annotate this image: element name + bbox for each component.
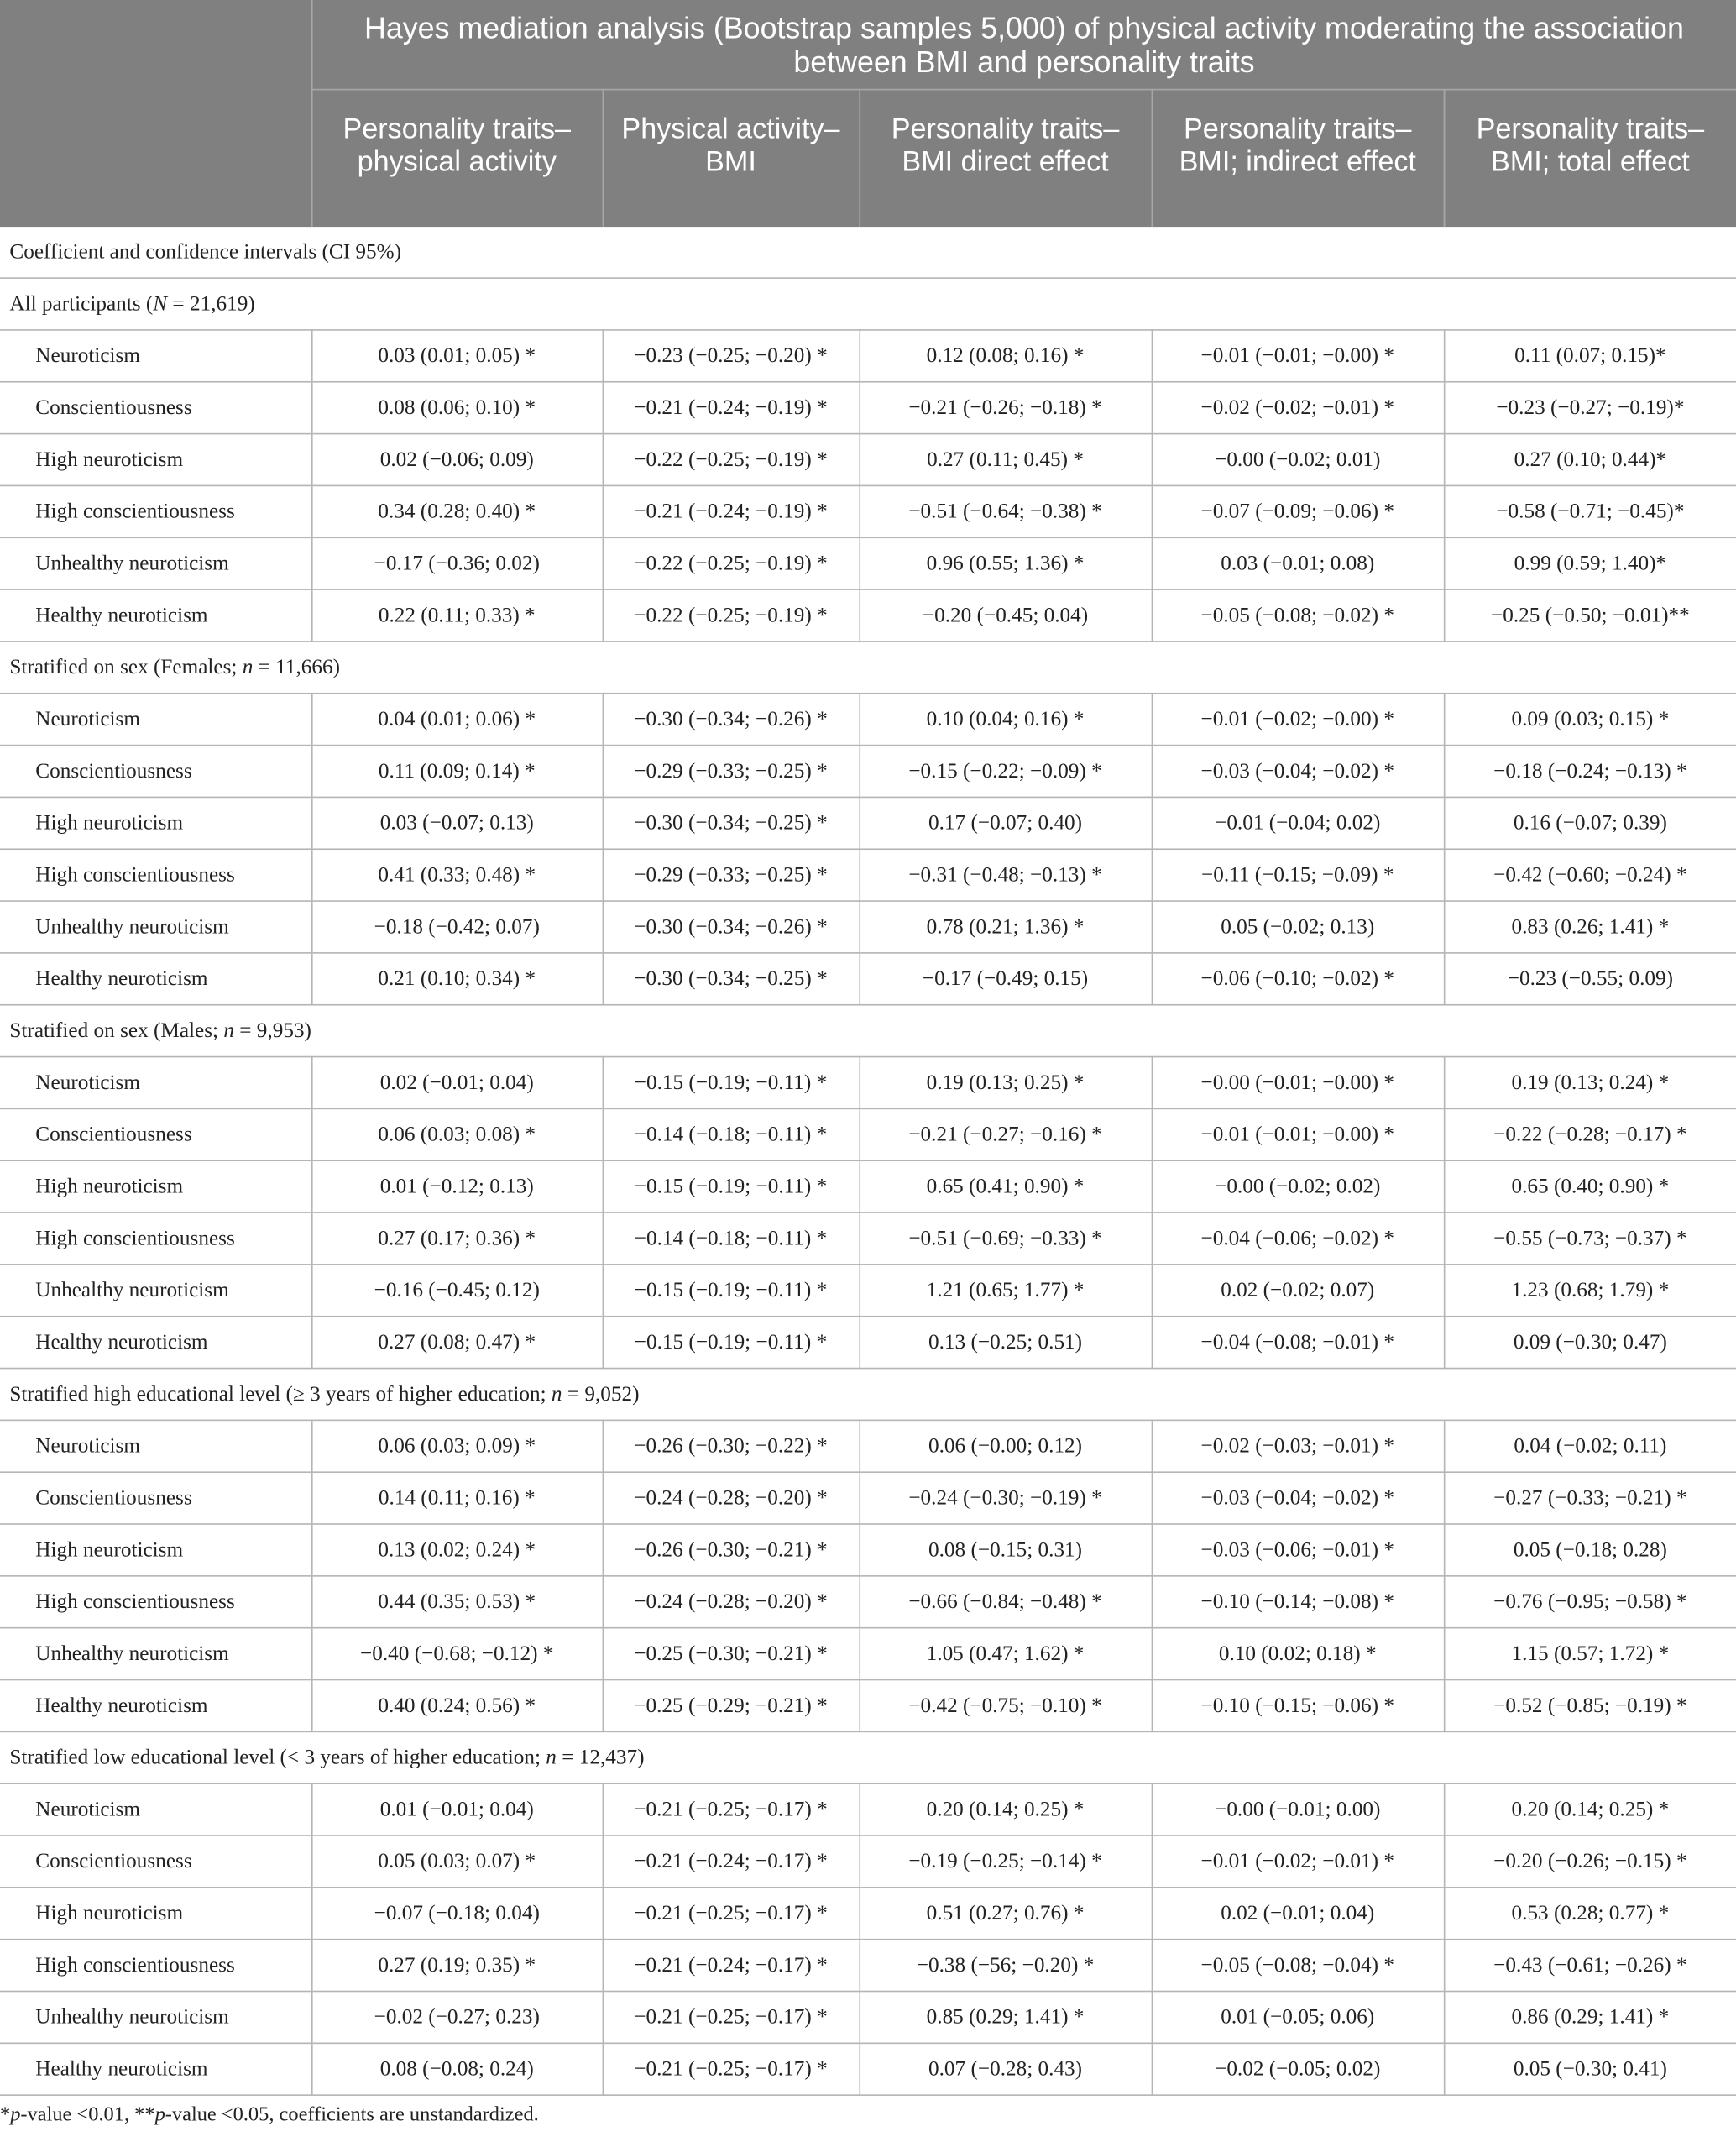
column-header-indirect-effect: Personality traits– BMI; indirect effect bbox=[1152, 90, 1444, 228]
cell-indirect-effect: −0.01 (−0.01; −0.00) * bbox=[1152, 330, 1444, 382]
cell-total-effect: −0.55 (−0.73; −0.37) * bbox=[1444, 1212, 1736, 1265]
section-title-sample-symbol: n bbox=[223, 1019, 234, 1042]
cell-total-effect: −0.43 (−0.61; −0.26) * bbox=[1444, 1940, 1736, 1992]
row-label: High conscientiousness bbox=[0, 849, 311, 901]
cell-indirect-effect: −0.04 (−0.08; −0.01) * bbox=[1152, 1317, 1444, 1369]
table-row bbox=[0, 1836, 1736, 1888]
cell-physical-activity-bmi: −0.21 (−0.24; −0.19) * bbox=[603, 382, 860, 434]
cell-direct-effect: −0.38 (−56; −0.20) * bbox=[859, 1940, 1151, 1992]
section-header-row bbox=[0, 642, 1736, 694]
cell-direct-effect: 0.27 (0.11; 0.45) * bbox=[859, 434, 1151, 486]
cell-traits-physical-activity: 0.01 (−0.01; 0.04) bbox=[311, 1783, 603, 1836]
cell-direct-effect: −0.24 (−0.30; −0.19) * bbox=[859, 1472, 1151, 1524]
cell-physical-activity-bmi: −0.21 (−0.24; −0.17) * bbox=[603, 1836, 860, 1888]
cell-direct-effect: −0.20 (−0.45; 0.04) bbox=[859, 589, 1151, 642]
cell-total-effect: 0.09 (−0.30; 0.47) bbox=[1444, 1317, 1736, 1369]
column-header-traits-physical-activity: Personality traits– physical activity bbox=[311, 90, 603, 228]
cell-physical-activity-bmi: −0.24 (−0.28; −0.20) * bbox=[603, 1576, 860, 1628]
cell-indirect-effect: −0.03 (−0.04; −0.02) * bbox=[1152, 1472, 1444, 1524]
row-label: High neuroticism bbox=[0, 797, 311, 849]
cell-total-effect: −0.23 (−0.27; −0.19)* bbox=[1444, 382, 1736, 434]
footnote-p-italic-1: p bbox=[10, 2103, 21, 2126]
cell-indirect-effect: −0.02 (−0.02; −0.01) * bbox=[1152, 382, 1444, 434]
cell-total-effect: 0.05 (−0.18; 0.28) bbox=[1444, 1524, 1736, 1576]
cell-direct-effect: −0.42 (−0.75; −0.10) * bbox=[859, 1680, 1151, 1732]
cell-indirect-effect: 0.02 (−0.01; 0.04) bbox=[1152, 1888, 1444, 1940]
cell-direct-effect: −0.21 (−0.26; −0.18) * bbox=[859, 382, 1151, 434]
cell-direct-effect: 0.13 (−0.25; 0.51) bbox=[859, 1317, 1151, 1369]
cell-traits-physical-activity: 0.41 (0.33; 0.48) * bbox=[311, 849, 603, 901]
cell-total-effect: −0.22 (−0.28; −0.17) * bbox=[1444, 1108, 1736, 1160]
cell-physical-activity-bmi: −0.21 (−0.25; −0.17) * bbox=[603, 2043, 860, 2095]
table-row bbox=[0, 589, 1736, 642]
cell-indirect-effect: −0.07 (−0.09; −0.06) * bbox=[1152, 485, 1444, 537]
cell-traits-physical-activity: −0.17 (−0.36; 0.02) bbox=[311, 537, 603, 589]
cell-physical-activity-bmi: −0.25 (−0.30; −0.21) * bbox=[603, 1628, 860, 1680]
cell-direct-effect: 0.20 (0.14; 0.25) * bbox=[859, 1783, 1151, 1836]
row-label: High conscientiousness bbox=[0, 485, 311, 537]
cell-direct-effect: −0.31 (−0.48; −0.13) * bbox=[859, 849, 1151, 901]
cell-traits-physical-activity: −0.40 (−0.68; −0.12) * bbox=[311, 1628, 603, 1680]
cell-physical-activity-bmi: −0.21 (−0.25; −0.17) * bbox=[603, 1783, 860, 1836]
table-row bbox=[0, 1991, 1736, 2043]
cell-indirect-effect: −0.02 (−0.03; −0.01) * bbox=[1152, 1420, 1444, 1472]
cell-traits-physical-activity: 0.01 (−0.12; 0.13) bbox=[311, 1160, 603, 1212]
table-row bbox=[0, 1472, 1736, 1524]
cell-indirect-effect: −0.10 (−0.15; −0.06) * bbox=[1152, 1680, 1444, 1732]
cell-total-effect: −0.42 (−0.60; −0.24) * bbox=[1444, 849, 1736, 901]
table-footnote bbox=[0, 2096, 1736, 2127]
row-label: Unhealthy neuroticism bbox=[0, 901, 311, 953]
cell-total-effect: −0.58 (−0.71; −0.45)* bbox=[1444, 485, 1736, 537]
cell-traits-physical-activity: 0.27 (0.08; 0.47) * bbox=[311, 1317, 603, 1369]
cell-traits-physical-activity: 0.03 (0.01; 0.05) * bbox=[311, 330, 603, 382]
cell-physical-activity-bmi: −0.26 (−0.30; −0.22) * bbox=[603, 1420, 860, 1472]
cell-indirect-effect: −0.01 (−0.01; −0.00) * bbox=[1152, 1108, 1444, 1160]
cell-traits-physical-activity: 0.44 (0.35; 0.53) * bbox=[311, 1576, 603, 1628]
table-row bbox=[0, 1576, 1736, 1628]
table-row bbox=[0, 485, 1736, 537]
cell-physical-activity-bmi: −0.15 (−0.19; −0.11) * bbox=[603, 1265, 860, 1317]
table-body bbox=[0, 227, 1736, 2095]
cell-direct-effect: 0.85 (0.29; 1.41) * bbox=[859, 1991, 1151, 2043]
cell-physical-activity-bmi: −0.15 (−0.19; −0.11) * bbox=[603, 1317, 860, 1369]
table-row bbox=[0, 1783, 1736, 1836]
cell-physical-activity-bmi: −0.23 (−0.25; −0.20) * bbox=[603, 330, 860, 382]
section-title-sample-symbol: n bbox=[551, 1381, 562, 1406]
cell-traits-physical-activity: 0.06 (0.03; 0.09) * bbox=[311, 1420, 603, 1472]
row-label: Conscientiousness bbox=[0, 1472, 311, 1524]
cell-total-effect: −0.23 (−0.55; 0.09) bbox=[1444, 953, 1736, 1005]
cell-direct-effect: 0.96 (0.55; 1.36) * bbox=[859, 537, 1151, 589]
cell-physical-activity-bmi: −0.15 (−0.19; −0.11) * bbox=[603, 1160, 860, 1212]
row-label: Healthy neuroticism bbox=[0, 1317, 311, 1369]
column-header-total-effect: Personality traits– BMI; total effect bbox=[1444, 90, 1736, 228]
cell-total-effect: 1.23 (0.68; 1.79) * bbox=[1444, 1265, 1736, 1317]
cell-traits-physical-activity: 0.11 (0.09; 0.14) * bbox=[311, 746, 603, 798]
cell-indirect-effect: −0.11 (−0.15; −0.09) * bbox=[1152, 849, 1444, 901]
cell-total-effect: 0.11 (0.07; 0.15)* bbox=[1444, 330, 1736, 382]
table-row bbox=[0, 1265, 1736, 1317]
section-title-sample-symbol: n bbox=[242, 655, 254, 678]
cell-physical-activity-bmi: −0.14 (−0.18; −0.11) * bbox=[603, 1212, 860, 1265]
section-title-sample-symbol: n bbox=[546, 1745, 557, 1769]
cell-indirect-effect: −0.01 (−0.02; −0.01) * bbox=[1152, 1836, 1444, 1888]
row-label: Healthy neuroticism bbox=[0, 2043, 311, 2095]
cell-indirect-effect: −0.10 (−0.14; −0.08) * bbox=[1152, 1576, 1444, 1628]
header-corner-cell bbox=[0, 0, 311, 227]
cell-direct-effect: 0.06 (−0.00; 0.12) bbox=[859, 1420, 1151, 1472]
row-label: High neuroticism bbox=[0, 434, 311, 486]
table-row bbox=[0, 1057, 1736, 1109]
table-row bbox=[0, 434, 1736, 486]
cell-total-effect: −0.76 (−0.95; −0.58) * bbox=[1444, 1576, 1736, 1628]
footnote-marker: * bbox=[0, 2103, 11, 2126]
section-title-text: Stratified low educational level (< 3 years of higher education; bbox=[9, 1745, 546, 1769]
cell-traits-physical-activity: 0.21 (0.10; 0.34) * bbox=[311, 953, 603, 1005]
cell-direct-effect: 0.12 (0.08; 0.16) * bbox=[859, 330, 1151, 382]
table-row bbox=[0, 1108, 1736, 1160]
cell-indirect-effect: −0.02 (−0.05; 0.02) bbox=[1152, 2043, 1444, 2095]
cell-physical-activity-bmi: −0.30 (−0.34; −0.26) * bbox=[603, 694, 860, 746]
row-label: High conscientiousness bbox=[0, 1940, 311, 1992]
row-label: Conscientiousness bbox=[0, 1108, 311, 1160]
cell-direct-effect: −0.17 (−0.49; 0.15) bbox=[859, 953, 1151, 1005]
section-title-text: Stratified high educational level (≥ 3 years of higher education; bbox=[9, 1381, 552, 1406]
cell-total-effect: −0.27 (−0.33; −0.21) * bbox=[1444, 1472, 1736, 1524]
row-label: High neuroticism bbox=[0, 1160, 311, 1212]
cell-traits-physical-activity: 0.03 (−0.07; 0.13) bbox=[311, 797, 603, 849]
table-row bbox=[0, 2043, 1736, 2095]
cell-physical-activity-bmi: −0.30 (−0.34; −0.25) * bbox=[603, 797, 860, 849]
cell-physical-activity-bmi: −0.22 (−0.25; −0.19) * bbox=[603, 434, 860, 486]
cell-traits-physical-activity: 0.02 (−0.01; 0.04) bbox=[311, 1057, 603, 1109]
cell-indirect-effect: 0.05 (−0.02; 0.13) bbox=[1152, 901, 1444, 953]
cell-direct-effect: 0.08 (−0.15; 0.31) bbox=[859, 1524, 1151, 1576]
cell-direct-effect: 0.07 (−0.28; 0.43) bbox=[859, 2043, 1151, 2095]
cell-traits-physical-activity: 0.02 (−0.06; 0.09) bbox=[311, 434, 603, 486]
cell-direct-effect: 1.05 (0.47; 1.62) * bbox=[859, 1628, 1151, 1680]
table-row bbox=[0, 1680, 1736, 1732]
cell-indirect-effect: −0.05 (−0.08; −0.04) * bbox=[1152, 1940, 1444, 1992]
cell-traits-physical-activity: 0.04 (0.01; 0.06) * bbox=[311, 694, 603, 746]
cell-traits-physical-activity: 0.13 (0.02; 0.24) * bbox=[311, 1524, 603, 1576]
cell-total-effect: 0.20 (0.14; 0.25) * bbox=[1444, 1783, 1736, 1836]
cell-total-effect: −0.52 (−0.85; −0.19) * bbox=[1444, 1680, 1736, 1732]
row-label: Unhealthy neuroticism bbox=[0, 1991, 311, 2043]
cell-traits-physical-activity: −0.02 (−0.27; 0.23) bbox=[311, 1991, 603, 2043]
intro-row-label: Coefficient and confidence intervals (CI 95%) bbox=[0, 227, 1736, 278]
column-header-physical-activity-bmi: Physical activity–BMI bbox=[603, 90, 860, 228]
cell-physical-activity-bmi: −0.21 (−0.24; −0.19) * bbox=[603, 485, 860, 537]
section-title bbox=[0, 278, 1736, 330]
cell-traits-physical-activity: 0.14 (0.11; 0.16) * bbox=[311, 1472, 603, 1524]
cell-indirect-effect: 0.01 (−0.05; 0.06) bbox=[1152, 1991, 1444, 2043]
row-label: Neuroticism bbox=[0, 330, 311, 382]
cell-total-effect: 0.27 (0.10; 0.44)* bbox=[1444, 434, 1736, 486]
table-row bbox=[0, 746, 1736, 798]
cell-indirect-effect: −0.04 (−0.06; −0.02) * bbox=[1152, 1212, 1444, 1265]
table-row bbox=[0, 797, 1736, 849]
cell-traits-physical-activity: −0.18 (−0.42; 0.07) bbox=[311, 901, 603, 953]
table-row bbox=[0, 537, 1736, 589]
cell-direct-effect: −0.21 (−0.27; −0.16) * bbox=[859, 1108, 1151, 1160]
section-header-row bbox=[0, 1731, 1736, 1783]
footnote-text-1: -value <0.01, ** bbox=[20, 2103, 155, 2126]
row-label: High conscientiousness bbox=[0, 1576, 311, 1628]
row-label: Neuroticism bbox=[0, 1057, 311, 1109]
table-row bbox=[0, 382, 1736, 434]
cell-indirect-effect: 0.10 (0.02; 0.18) * bbox=[1152, 1628, 1444, 1680]
row-label: Neuroticism bbox=[0, 694, 311, 746]
cell-indirect-effect: −0.05 (−0.08; −0.02) * bbox=[1152, 589, 1444, 642]
table-row bbox=[0, 1212, 1736, 1265]
cell-direct-effect: 0.10 (0.04; 0.16) * bbox=[859, 694, 1151, 746]
cell-indirect-effect: −0.06 (−0.10; −0.02) * bbox=[1152, 953, 1444, 1005]
table-row bbox=[0, 1317, 1736, 1369]
column-header-direct-effect: Personality traits– BMI direct effect bbox=[859, 90, 1151, 228]
cell-direct-effect: 0.19 (0.13; 0.25) * bbox=[859, 1057, 1151, 1109]
cell-physical-activity-bmi: −0.29 (−0.33; −0.25) * bbox=[603, 746, 860, 798]
row-label: Conscientiousness bbox=[0, 1836, 311, 1888]
row-label: Conscientiousness bbox=[0, 382, 311, 434]
row-label: Conscientiousness bbox=[0, 746, 311, 798]
cell-direct-effect: 0.78 (0.21; 1.36) * bbox=[859, 901, 1151, 953]
cell-indirect-effect: −0.00 (−0.02; 0.02) bbox=[1152, 1160, 1444, 1212]
cell-total-effect: 0.04 (−0.02; 0.11) bbox=[1444, 1420, 1736, 1472]
cell-physical-activity-bmi: −0.21 (−0.24; −0.17) * bbox=[603, 1940, 860, 1992]
table-title: Hayes mediation analysis (Bootstrap samples 5,000) of physical activity moderating the association between BMI and personality traits bbox=[311, 0, 1736, 90]
row-label: Healthy neuroticism bbox=[0, 589, 311, 642]
cell-direct-effect: 0.65 (0.41; 0.90) * bbox=[859, 1160, 1151, 1212]
section-title bbox=[0, 1005, 1736, 1057]
cell-total-effect: 0.83 (0.26; 1.41) * bbox=[1444, 901, 1736, 953]
cell-indirect-effect: −0.01 (−0.04; 0.02) bbox=[1152, 797, 1444, 849]
table-row bbox=[0, 694, 1736, 746]
cell-traits-physical-activity: 0.06 (0.03; 0.08) * bbox=[311, 1108, 603, 1160]
cell-indirect-effect: −0.00 (−0.01; −0.00) * bbox=[1152, 1057, 1444, 1109]
cell-indirect-effect: −0.03 (−0.04; −0.02) * bbox=[1152, 746, 1444, 798]
section-title-count: = 9,953) bbox=[233, 1019, 311, 1042]
section-header-row bbox=[0, 278, 1736, 330]
cell-total-effect: 0.05 (−0.30; 0.41) bbox=[1444, 2043, 1736, 2095]
cell-total-effect: 1.15 (0.57; 1.72) * bbox=[1444, 1628, 1736, 1680]
cell-traits-physical-activity: 0.40 (0.24; 0.56) * bbox=[311, 1680, 603, 1732]
table-row bbox=[0, 953, 1736, 1005]
cell-physical-activity-bmi: −0.22 (−0.25; −0.19) * bbox=[603, 589, 860, 642]
section-title bbox=[0, 642, 1736, 694]
section-header-row bbox=[0, 1005, 1736, 1057]
row-label: Unhealthy neuroticism bbox=[0, 1265, 311, 1317]
row-label: Healthy neuroticism bbox=[0, 953, 311, 1005]
section-title bbox=[0, 1731, 1736, 1783]
row-label: Unhealthy neuroticism bbox=[0, 1628, 311, 1680]
row-label: High neuroticism bbox=[0, 1524, 311, 1576]
cell-traits-physical-activity: −0.16 (−0.45; 0.12) bbox=[311, 1265, 603, 1317]
cell-indirect-effect: −0.00 (−0.01; 0.00) bbox=[1152, 1783, 1444, 1836]
cell-total-effect: 0.86 (0.29; 1.41) * bbox=[1444, 1991, 1736, 2043]
table-row bbox=[0, 1940, 1736, 1992]
cell-physical-activity-bmi: −0.14 (−0.18; −0.11) * bbox=[603, 1108, 860, 1160]
table-row bbox=[0, 1160, 1736, 1212]
section-title-count: = 21,619) bbox=[167, 291, 255, 316]
cell-physical-activity-bmi: −0.26 (−0.30; −0.21) * bbox=[603, 1524, 860, 1576]
section-title-count: = 9,052) bbox=[562, 1381, 640, 1406]
table-header bbox=[0, 0, 1736, 227]
section-header-row bbox=[0, 1369, 1736, 1421]
cell-physical-activity-bmi: −0.15 (−0.19; −0.11) * bbox=[603, 1057, 860, 1109]
cell-traits-physical-activity: 0.08 (0.06; 0.10) * bbox=[311, 382, 603, 434]
section-title-text: Stratified on sex (Females; bbox=[9, 655, 243, 678]
cell-total-effect: −0.25 (−0.50; −0.01)** bbox=[1444, 589, 1736, 642]
section-title-count: = 11,666) bbox=[253, 655, 341, 678]
cell-direct-effect: −0.51 (−0.69; −0.33) * bbox=[859, 1212, 1151, 1265]
section-title-count: = 12,437) bbox=[556, 1745, 645, 1769]
cell-direct-effect: 0.51 (0.27; 0.76) * bbox=[859, 1888, 1151, 1940]
cell-direct-effect: −0.66 (−0.84; −0.48) * bbox=[859, 1576, 1151, 1628]
row-label: Neuroticism bbox=[0, 1420, 311, 1472]
cell-direct-effect: −0.19 (−0.25; −0.14) * bbox=[859, 1836, 1151, 1888]
cell-traits-physical-activity: 0.05 (0.03; 0.07) * bbox=[311, 1836, 603, 1888]
table-row bbox=[0, 1524, 1736, 1576]
section-title-text: Stratified on sex (Males; bbox=[9, 1019, 224, 1042]
cell-physical-activity-bmi: −0.30 (−0.34; −0.26) * bbox=[603, 901, 860, 953]
cell-total-effect: 0.19 (0.13; 0.24) * bbox=[1444, 1057, 1736, 1109]
section-title-text: All participants ( bbox=[9, 291, 154, 316]
cell-traits-physical-activity: 0.27 (0.17; 0.36) * bbox=[311, 1212, 603, 1265]
cell-total-effect: 0.09 (0.03; 0.15) * bbox=[1444, 694, 1736, 746]
cell-physical-activity-bmi: −0.24 (−0.28; −0.20) * bbox=[603, 1472, 860, 1524]
footnote-text-2: -value <0.05, coefficients are unstandardized. bbox=[165, 2103, 539, 2126]
cell-total-effect: 0.99 (0.59; 1.40)* bbox=[1444, 537, 1736, 589]
cell-direct-effect: 1.21 (0.65; 1.77) * bbox=[859, 1265, 1151, 1317]
cell-traits-physical-activity: 0.34 (0.28; 0.40) * bbox=[311, 485, 603, 537]
table-row bbox=[0, 849, 1736, 901]
section-title bbox=[0, 1369, 1736, 1421]
row-label: Unhealthy neuroticism bbox=[0, 537, 311, 589]
cell-physical-activity-bmi: −0.22 (−0.25; −0.19) * bbox=[603, 537, 860, 589]
cell-physical-activity-bmi: −0.21 (−0.25; −0.17) * bbox=[603, 1991, 860, 2043]
intro-row bbox=[0, 227, 1736, 278]
cell-traits-physical-activity: 0.27 (0.19; 0.35) * bbox=[311, 1940, 603, 1992]
section-title-sample-symbol: N bbox=[153, 291, 168, 316]
cell-physical-activity-bmi: −0.30 (−0.34; −0.25) * bbox=[603, 953, 860, 1005]
row-label: High neuroticism bbox=[0, 1888, 311, 1940]
cell-physical-activity-bmi: −0.25 (−0.29; −0.21) * bbox=[603, 1680, 860, 1732]
table-row bbox=[0, 1420, 1736, 1472]
footnote-p-italic-2: p bbox=[154, 2103, 165, 2126]
cell-total-effect: 0.65 (0.40; 0.90) * bbox=[1444, 1160, 1736, 1212]
cell-indirect-effect: −0.03 (−0.06; −0.01) * bbox=[1152, 1524, 1444, 1576]
cell-total-effect: 0.16 (−0.07; 0.39) bbox=[1444, 797, 1736, 849]
cell-physical-activity-bmi: −0.29 (−0.33; −0.25) * bbox=[603, 849, 860, 901]
cell-total-effect: −0.18 (−0.24; −0.13) * bbox=[1444, 746, 1736, 798]
cell-indirect-effect: 0.03 (−0.01; 0.08) bbox=[1152, 537, 1444, 589]
cell-physical-activity-bmi: −0.21 (−0.25; −0.17) * bbox=[603, 1888, 860, 1940]
row-label: Healthy neuroticism bbox=[0, 1680, 311, 1732]
cell-direct-effect: −0.51 (−0.64; −0.38) * bbox=[859, 485, 1151, 537]
table-row bbox=[0, 1888, 1736, 1940]
cell-indirect-effect: −0.00 (−0.02; 0.01) bbox=[1152, 434, 1444, 486]
row-label: Neuroticism bbox=[0, 1783, 311, 1836]
row-label: High conscientiousness bbox=[0, 1212, 311, 1265]
cell-direct-effect: 0.17 (−0.07; 0.40) bbox=[859, 797, 1151, 849]
cell-indirect-effect: −0.01 (−0.02; −0.00) * bbox=[1152, 694, 1444, 746]
table-row bbox=[0, 330, 1736, 382]
table-row bbox=[0, 1628, 1736, 1680]
cell-direct-effect: −0.15 (−0.22; −0.09) * bbox=[859, 746, 1151, 798]
cell-traits-physical-activity: 0.08 (−0.08; 0.24) bbox=[311, 2043, 603, 2095]
table-row bbox=[0, 901, 1736, 953]
cell-total-effect: −0.20 (−0.26; −0.15) * bbox=[1444, 1836, 1736, 1888]
cell-traits-physical-activity: −0.07 (−0.18; 0.04) bbox=[311, 1888, 603, 1940]
cell-indirect-effect: 0.02 (−0.02; 0.07) bbox=[1152, 1265, 1444, 1317]
cell-traits-physical-activity: 0.22 (0.11; 0.33) * bbox=[311, 589, 603, 642]
cell-total-effect: 0.53 (0.28; 0.77) * bbox=[1444, 1888, 1736, 1940]
